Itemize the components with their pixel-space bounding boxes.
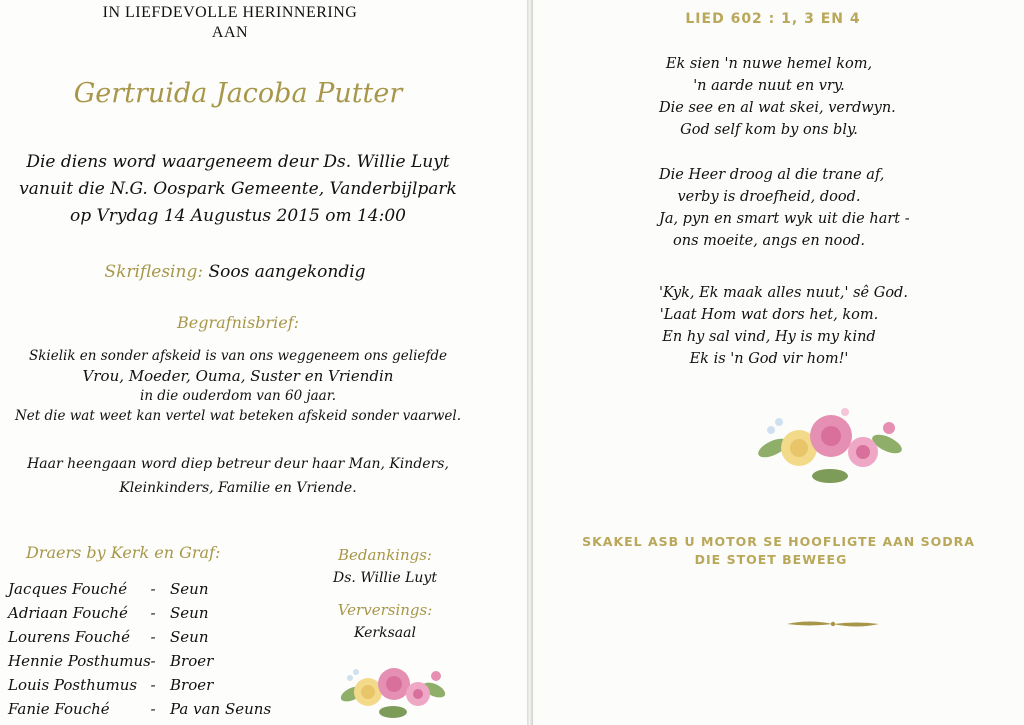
bearer-name: Adriaan Fouché (8, 604, 128, 622)
hymn-title: LIED 602 : 1, 3 EN 4 (685, 11, 861, 27)
mourning-text (0, 452, 476, 500)
bearer-relation: Seun (170, 604, 209, 622)
hymn-stanza-3 (659, 282, 908, 370)
scripture-value: Soos aangekondig (208, 262, 366, 282)
rose-bouquet-icon (755, 404, 905, 486)
hymn-stanza-1 (659, 53, 896, 141)
hymn-line: Ek is 'n God vir hom!' (689, 351, 849, 367)
bearer-dash: - (150, 676, 156, 694)
service-details (0, 149, 476, 230)
obituary-line: Skielik en sonder afskeid is van ons weggeneem ons geliefde (28, 348, 448, 364)
bearer-dash: - (150, 628, 156, 646)
memorial-header: IN LIEFDEVOLLE HERINNERING (102, 4, 358, 21)
ornamental-divider-icon (785, 618, 881, 630)
obituary-line: Vrou, Moeder, Ouma, Suster en Vriendin (82, 367, 394, 385)
headlights-notice: SKAKEL ASB U MOTOR SE HOOFLIGTE AAN SODRA (582, 534, 975, 549)
thanks-heading: Bedankings: (337, 546, 432, 564)
scripture-reading (0, 262, 470, 282)
hymn-line: En hy sal vind, Hy is my kind (662, 329, 876, 345)
refreshments-heading: Verversings: (337, 601, 433, 619)
obituary-line: Net die wat weet kan vertel wat beteken afskeid sonder vaarwel. (14, 408, 461, 424)
memorial-header-aan: AAN (211, 24, 249, 41)
bearer-dash: - (150, 700, 156, 718)
bearer-dash: - (150, 580, 156, 598)
bearer-relation: Pa van Seuns (170, 700, 272, 718)
mourning-line: Kleinkinders, Familie en Vriende. (119, 480, 357, 496)
hymn-line: 'n aarde nuut en vry. (693, 78, 845, 94)
hymn-line: 'Laat Hom wat dors het, kom. (659, 307, 879, 323)
bearer-name: Louis Posthumus (8, 676, 138, 694)
right-page (533, 0, 1024, 725)
mourning-line: Haar heengaan word diep betreur deur haar Man, Kinders, (27, 456, 449, 472)
hymn-line: Die Heer droog al die trane af, (659, 167, 885, 183)
scripture-label: Skriflesing: (104, 262, 204, 282)
bearer-name: Lourens Fouché (8, 628, 131, 646)
rose-bouquet-icon (338, 656, 448, 720)
refreshments-value: Kerksaal (354, 625, 416, 641)
headlights-notice-line2: DIE STOET BEWEEG (694, 552, 848, 567)
bearer-relation: Seun (170, 628, 209, 646)
thanks-value: Ds. Willie Luyt (333, 570, 437, 586)
bearer-relation: Broer (170, 652, 214, 670)
bearer-dash: - (150, 652, 156, 670)
bearer-name: Hennie Posthumus (8, 652, 151, 670)
obituary-heading: Begrafnisbrief: (177, 313, 299, 332)
bearer-name: Jacques Fouché (8, 580, 128, 598)
hymn-line: Ja, pyn en smart wyk uit die hart - (659, 211, 910, 227)
hymn-line: 'Kyk, Ek maak alles nuut,' sê God. (659, 285, 908, 301)
deceased-name: Gertruida Jacoba Putter (73, 78, 403, 109)
obituary-line: in die ouderdom van 60 jaar. (140, 388, 336, 404)
hymn-line: verby is droefheid, dood. (677, 189, 861, 205)
hymn-line: Die see en al wat skei, verdwyn. (659, 100, 896, 116)
obituary-text (0, 346, 476, 426)
service-line: Die diens word waargeneem deur Ds. Willie Luyt (26, 152, 450, 172)
bearer-name: Fanie Fouché (8, 700, 110, 718)
bearer-relation: Broer (170, 676, 214, 694)
hymn-stanza-2 (659, 164, 910, 252)
hymn-line: God self kom by ons bly. (680, 122, 858, 138)
bearer-dash: - (150, 604, 156, 622)
bearer-relation: Seun (170, 580, 209, 598)
bearers-heading: Draers by Kerk en Graf: (26, 543, 221, 562)
hymn-line: Ek sien 'n nuwe hemel kom, (665, 56, 873, 72)
service-line: op Vrydag 14 Augustus 2015 om 14:00 (70, 206, 406, 226)
service-line: vanuit die N.G. Oospark Gemeente, Vanderbijlpark (19, 179, 457, 199)
hymn-line: ons moeite, angs en nood. (673, 233, 865, 249)
